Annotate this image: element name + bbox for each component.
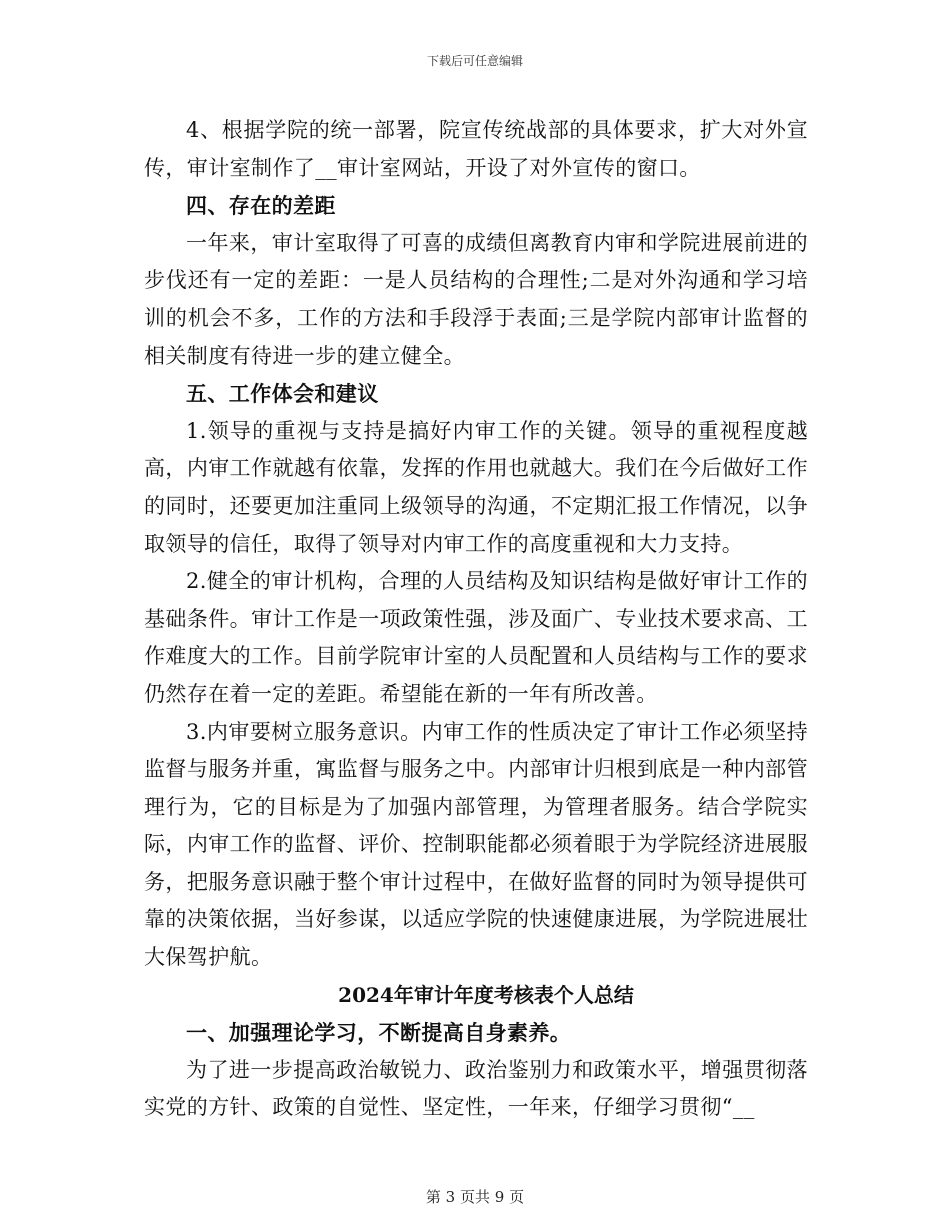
- document-title: 2024年审计年度考核表个人总结: [338, 982, 634, 1007]
- paragraph-suggestion-2: 2.健全的审计机构，合理的人员结构及知识结构是做好审计工作的基础条件。审计工作是一项政策性强，涉及面广、专业技术要求高、工作难度大的工作。目前学院审计室的人员配置和人员结构与工作的要求仍然存在着一定的差距。希望能在新的一年有所改善。: [144, 569, 808, 706]
- page-footer: 第 3 页共 9 页: [425, 1188, 525, 1206]
- section-heading-theory: 一、加强理论学习，不断提高自身素养。: [186, 1020, 572, 1046]
- section-heading-gaps: 四、存在的差距: [186, 193, 336, 219]
- paragraph-gaps: 一年来，审计室取得了可喜的成绩但离教育内审和学院进展前进的步伐还有一定的差距：一是人员结构的合理性;二是对外沟通和学习培训的机会不多，工作的方法和手段浮于表面;三是学院内部审计监督的相关制度有待进一步的建立健全。: [144, 230, 808, 368]
- paragraph-item-4: 4、根据学院的统一部署，院宣传统战部的具体要求，扩大对外宣传，审计室制作了__审计室网站，开设了对外宣传的窗口。: [144, 118, 808, 180]
- document-body: [144, 112, 808, 1127]
- paragraph-theory: 为了进一步提高政治敏锐力、政治鉴别力和政策水平，增强贯彻落实党的方针、政策的自觉性、坚定性，一年来，仔细学习贯彻“__: [144, 1057, 808, 1120]
- paragraph-suggestion-3: 3.内审要树立服务意识。内审工作的性质决定了审计工作必须坚持监督与服务并重，寓监督与服务之中。内部审计归根到底是一种内部管理行为，它的目标是为了加强内部管理，为管理者服务。结合学院实际，内审工作的监督、评价、控制职能都必须着眼于为学院经济进展服务，把服务意识融于整个审计过程中，在做好监督的同时为领导提供可靠的决策依据，当好参谋，以适应学院的快速健康进展，为学院进展壮大保驾护航。: [144, 719, 808, 970]
- section-heading-experience: 五、工作体会和建议: [186, 381, 379, 407]
- paragraph-suggestion-1: 1.领导的重视与支持是搞好内审工作的关键。领导的重视程度越高，内审工作就越有依靠，发挥的作用也就越大。我们在今后做好工作的同时，还要更加注重同上级领导的沟通，不定期汇报工作情况，以争取领导的信任，取得了领导对内审工作的高度重视和大力支持。: [144, 418, 808, 556]
- page-header: 下载后可任意编辑: [426, 54, 523, 68]
